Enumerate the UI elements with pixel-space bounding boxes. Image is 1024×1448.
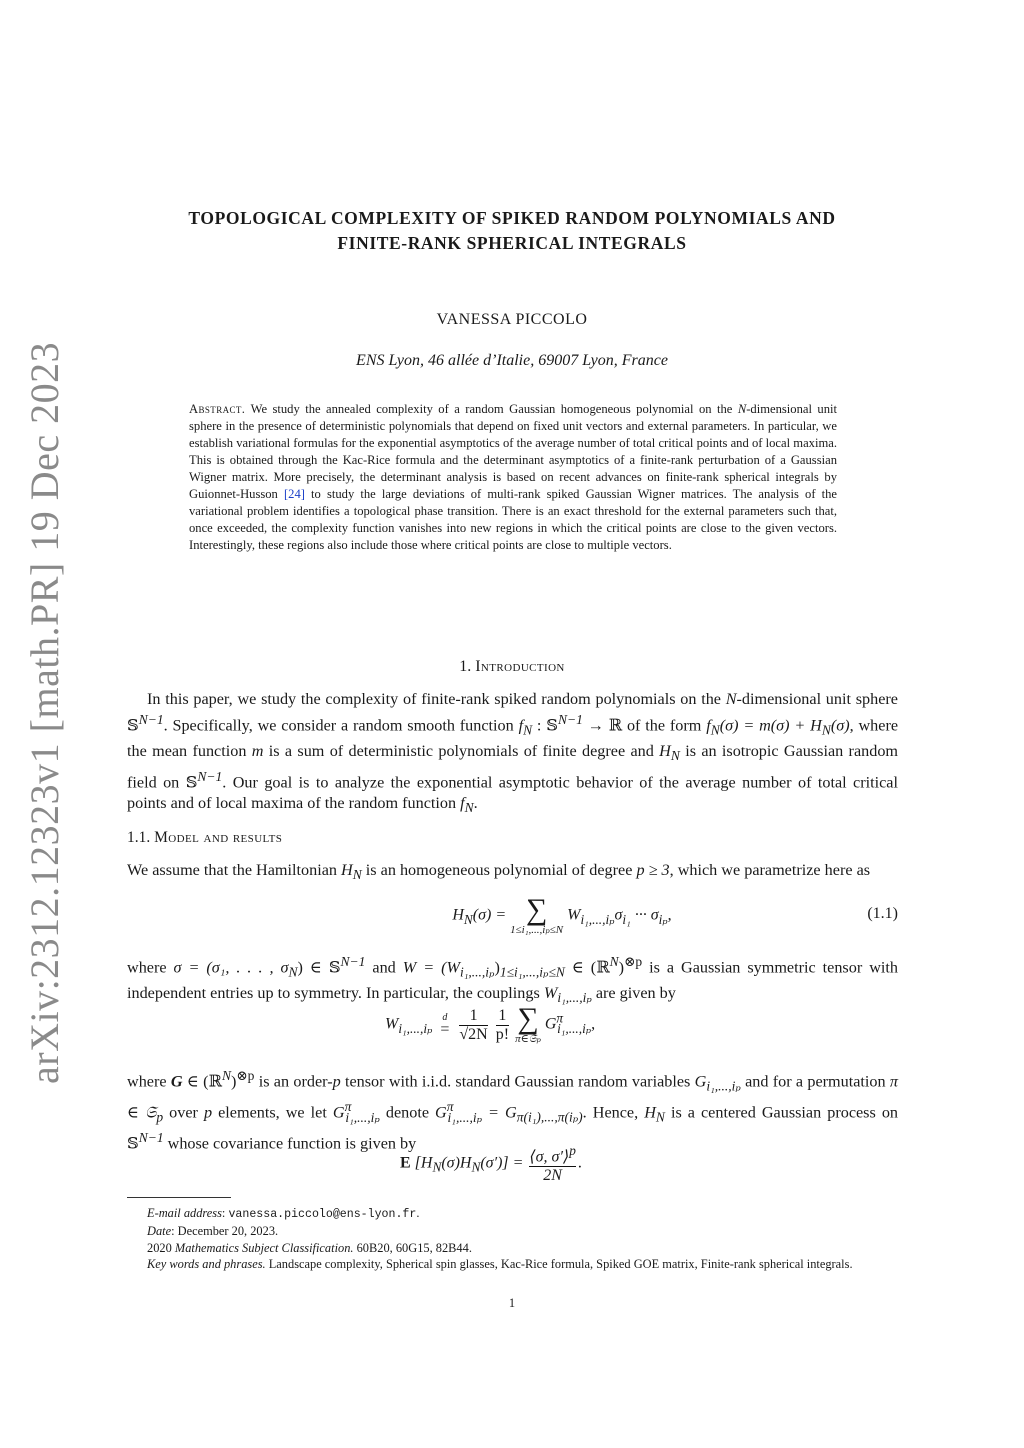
math-sub: iₚ [658,911,668,927]
math-sub: i₁,...,iₚ [557,1020,592,1036]
where-text: and for a permutation [740,1072,890,1091]
covariance-fraction [529,1142,575,1185]
where-text: . Hence, [582,1103,645,1122]
math-f: f [460,793,465,812]
eq-part: (σ′)] = [480,1154,524,1172]
where-text: ∈ (ℝ [182,1072,222,1091]
math-sup: p [569,1143,576,1158]
intro-text: . Specifically, we consider a random smooth function [163,715,519,734]
author-name: VANESSA PICCOLO [436,311,588,328]
math-sup: N−1 [197,768,223,784]
math-sub: i₁,...,iₚ [580,911,615,927]
where-text: ) [230,1072,237,1091]
where-text: whose covariance function is given by [163,1134,417,1153]
intro-text: . [473,793,478,812]
math-sub: i₁,...,iₚ [345,1109,380,1125]
math-sphere: 𝕊 [127,1134,139,1153]
math-f: f [706,715,711,734]
eq-g: G [544,1015,557,1033]
math-p-cond: p ≥ 3 [636,861,670,879]
intro-text: -dimensional unit sphere [736,690,898,708]
fraction-1 [459,1007,487,1044]
eq-part: (σ)H [441,1154,472,1172]
math-sup: N−1 [138,1130,164,1146]
footnote-date: Date: December 20, 2023. [147,1224,279,1239]
eq-sigma: σ [614,906,623,924]
math-sub: N [288,964,298,980]
where-text: tensor with i.i.d. standard Gaussian random variables [340,1072,695,1091]
sum-sign: ∑ π∈𝔖ₚ [515,1002,541,1045]
footnote-email: E-mail address: vanessa.piccolo@ens-lyon.fr. [147,1206,420,1221]
intro-text: is a sum of deterministic polynomials of finite degree and [263,741,660,760]
sum-subscript: π∈𝔖ₚ [515,1033,541,1045]
math-sphere: 𝕊 [127,715,139,734]
abstract-text-2: -dimensional unit sphere in the presence of deterministic polynomials that depend on fixed unit vectors and external parameters. In particular, we establish variational formulas for the exponential asymptotics of the average number of total critical points and of local maxima. This is obtained through the Kac-Rice formula and the determinant asymptotics of a finite-rank perturbation of a Gaussian Wigner matrix. More precisely, the determinant analysis is based on recent advances on finite-rank spherical integrals by Guionnet-Husson [189,402,838,502]
eq-lhs-arg: (σ) = [472,906,507,924]
math-g: G [694,1072,707,1091]
eq-dots: ··· σ [630,906,659,924]
equation-1-1 [127,893,767,936]
section-heading-introduction [0,658,1024,676]
math-h: H [659,741,671,760]
frac-den: 2N [543,1167,562,1185]
math-sub: π(i₁),...,π(iₚ) [516,1109,583,1125]
msc-value: 60B20, 60G15, 82B44. [353,1240,472,1255]
intro-text: : [532,715,547,734]
eq-comma: , [591,1015,596,1033]
math-sphere: 𝕊 [185,773,198,792]
math-g-eq: = G [488,1103,517,1122]
math-h: H [341,861,353,879]
model-text: We assume that the Hamiltonian [127,861,342,879]
math-def-eq-end: (σ) [830,715,850,734]
title-line-1: TOPOLOGICAL COMPLEXITY OF SPIKED RANDOM POLYNOMIALS AND [188,208,836,228]
eq-expectation: E [400,1154,411,1172]
math-sigma-def: σ = (σ₁, . . . , σ [173,958,289,977]
math-sphere: 𝕊 [546,715,558,734]
footnote-msc [127,1240,898,1256]
math-sub: p [156,1109,164,1125]
frac-num: 1 [469,1006,478,1024]
math-sub: N [523,722,533,738]
math-sub: N [670,748,680,764]
page-number: 1 [508,1296,516,1310]
author-affiliation: ENS Lyon, 46 allée d’Italie, 69007 Lyon, France [356,352,668,369]
keywords-label: Key words and phrases. [147,1257,266,1272]
title-line-2: FINITE-RANK SPHERICAL INTEGRALS [337,233,687,253]
math-sub: i₁,...,iₚ [706,1078,741,1094]
fraction-2 [496,1007,509,1044]
math-sub: N [432,1159,442,1175]
email-label: E-mail address [147,1206,222,1220]
eq-comma: , [667,906,672,924]
footnote-keywords [127,1256,898,1272]
intro-paragraph [127,689,898,818]
equation-number-1-1: (1.1) [867,905,898,922]
frac-num: ⟨σ, σ′⟩ [529,1148,570,1166]
where-text: over [163,1103,204,1122]
eq-sym: = [440,1021,450,1038]
math-w: W [543,984,558,1003]
math-sub: N [463,911,473,927]
eq-part: [H [410,1154,433,1172]
frac-den: √2N [459,1025,488,1043]
math-w-def: W = (W [402,958,460,977]
sum-subscript: 1≤i₁,...,iₚ≤N [510,924,564,936]
where-text: ) ∈ 𝕊 [297,958,341,977]
frac-den: p! [495,1025,510,1043]
model-text: , which we parametrize here as [669,861,871,879]
eq-w: W [385,1015,399,1033]
math-sub: N [464,799,474,815]
math-sub: N [655,1109,665,1125]
where-text: is a Gaussian symmetric tensor with independent entries up to symmetry. In particular, the couplings [127,958,898,1003]
math-sub: N [471,1159,481,1175]
eq-period: . [577,1154,582,1172]
model-text: is an homogeneous polynomial of degree [361,861,637,879]
email-address[interactable]: vanessa.piccolo@ens-lyon.fr [228,1208,417,1221]
eq-lhs: H [452,906,464,924]
math-sup: ⊗p [236,1068,255,1083]
msc-label: Mathematics Subject Classification. [174,1240,354,1255]
abstract-label: Abstract. [189,402,246,416]
date-label: Date [147,1224,172,1239]
math-sup: N−1 [138,711,164,727]
math-n: N [725,690,737,708]
where-text: is an order- [254,1072,333,1091]
math-sub: i₁ [622,911,631,927]
eq-over: d [442,1012,448,1023]
math-sub: i₁,...,iₚ [398,1020,433,1036]
subsection-heading [127,829,282,847]
math-g-bold: G [170,1072,183,1091]
math-sub: i₁,...,iₚ [557,990,592,1006]
intro-text: is an isotropic Gaussian random field on [127,741,899,792]
math-p: p [332,1072,341,1091]
subsection-number: 1.1. [127,829,151,846]
intro-text: , where the mean function [127,715,899,760]
where-text: and [365,958,403,977]
subsection-title: Model and results [154,829,283,846]
footnotes [127,1205,898,1273]
math-sup: N [609,954,619,969]
frac-num: 1 [498,1006,507,1024]
math-g: G [435,1103,447,1122]
eq-dist-sign [440,1013,449,1037]
section-title: Introduction [475,658,565,675]
keywords-value: Landscape complexity, Spherical spin glasses, Kac-Rice formula, Spiked GOE matrix, Finite-rank spherical integrals. [265,1257,853,1272]
section-number: 1. [459,658,472,675]
math-sup: N [221,1068,231,1083]
intro-text: . Our goal is to analyze the exponential asymptotic behavior of the average number of total critical points and of local maxima of the random function [127,773,898,812]
abstract [189,401,837,554]
where-text: where [127,958,174,977]
intro-text: In this paper, we study the complexity of finite-rank spiked random polynomials on the [147,690,726,708]
eq-w: W [567,906,581,924]
math-sub: i₁,...,iₚ [459,964,495,980]
intro-text: → ℝ of the form [582,715,707,734]
msc-prefix: 2020 [147,1240,175,1255]
where-text: ) [618,958,625,977]
where-text: is a centered Gaussian process on [664,1103,899,1122]
math-f: f [518,715,524,734]
where-text: denote [379,1103,436,1122]
math-sup: π [556,1010,564,1026]
math-p: p [203,1103,213,1122]
where-w-paragraph: where σ = (σ₁, . . . , $\sigma_N$) ∈ 𝕊$^{N-1}$ and $W = (W_{i_1,...,i_p})_{1\le i_1,...,i_p\le N}$ ∈ (ℝ$^N$)$^{\otimes p}$ is a Gaussian symmetric tensor with independent entries up to symmetry. In particular, the couplings $W_{i_1,...,i_p}$ are given by [127,954,898,1006]
math-sup: π [446,1099,454,1115]
math-sup: N−1 [340,954,366,969]
citation-link-24[interactable]: [24] [283,487,305,502]
math-sub: N [710,722,720,738]
abstract-var-n: N [737,402,747,416]
equation-covariance [400,1142,582,1185]
math-m: m [251,741,264,760]
math-sup: ⊗p [624,954,643,969]
model-paragraph [127,860,898,886]
where-text: are given by [591,984,676,1003]
math-h: H [644,1103,656,1122]
math-perm: π ∈ 𝔖 [127,1072,899,1122]
abstract-text-3: to study the large deviations of multi-rank spiked Gaussian Wigner matrices. The analysis of the variational problem identifies a topological phase transition. There is an exact threshold for the external parameters such that, once exceeded, the complexity function vanishes into new regions in which the critical points are close to the given vectors. Interestingly, these regions also include those where critical points are close to multiple vectors. [189,487,838,553]
paper-title [130,206,894,256]
math-sup: N−1 [557,711,583,727]
abstract-text-1: We study the annealed complexity of a random Gaussian homogeneous polynomial on the [245,402,738,416]
date-value: December 20, 2023. [177,1224,279,1239]
math-def-eq: (σ) = m(σ) + H [719,715,822,734]
equation-couplings [385,1002,596,1045]
math-sub: N [352,867,362,883]
where-text: elements, we let [212,1103,333,1122]
math-sub: N [821,722,831,738]
sum-sign: ∑ 1≤i₁,...,iₚ≤N [510,893,564,936]
arxiv-side-identifier: arXiv:2312.12323v1 [math.PR] 19 Dec 2023 [22,341,67,1084]
math-g: G [332,1103,345,1122]
math-sub: i₁,...,iₚ [447,1109,482,1125]
footnote-divider [127,1197,231,1198]
math-sup: π [344,1099,352,1115]
where-text: where [127,1072,171,1091]
where-text: ∈ (ℝ [564,958,610,977]
math-sub: 1≤i₁,...,iₚ≤N [499,964,565,980]
